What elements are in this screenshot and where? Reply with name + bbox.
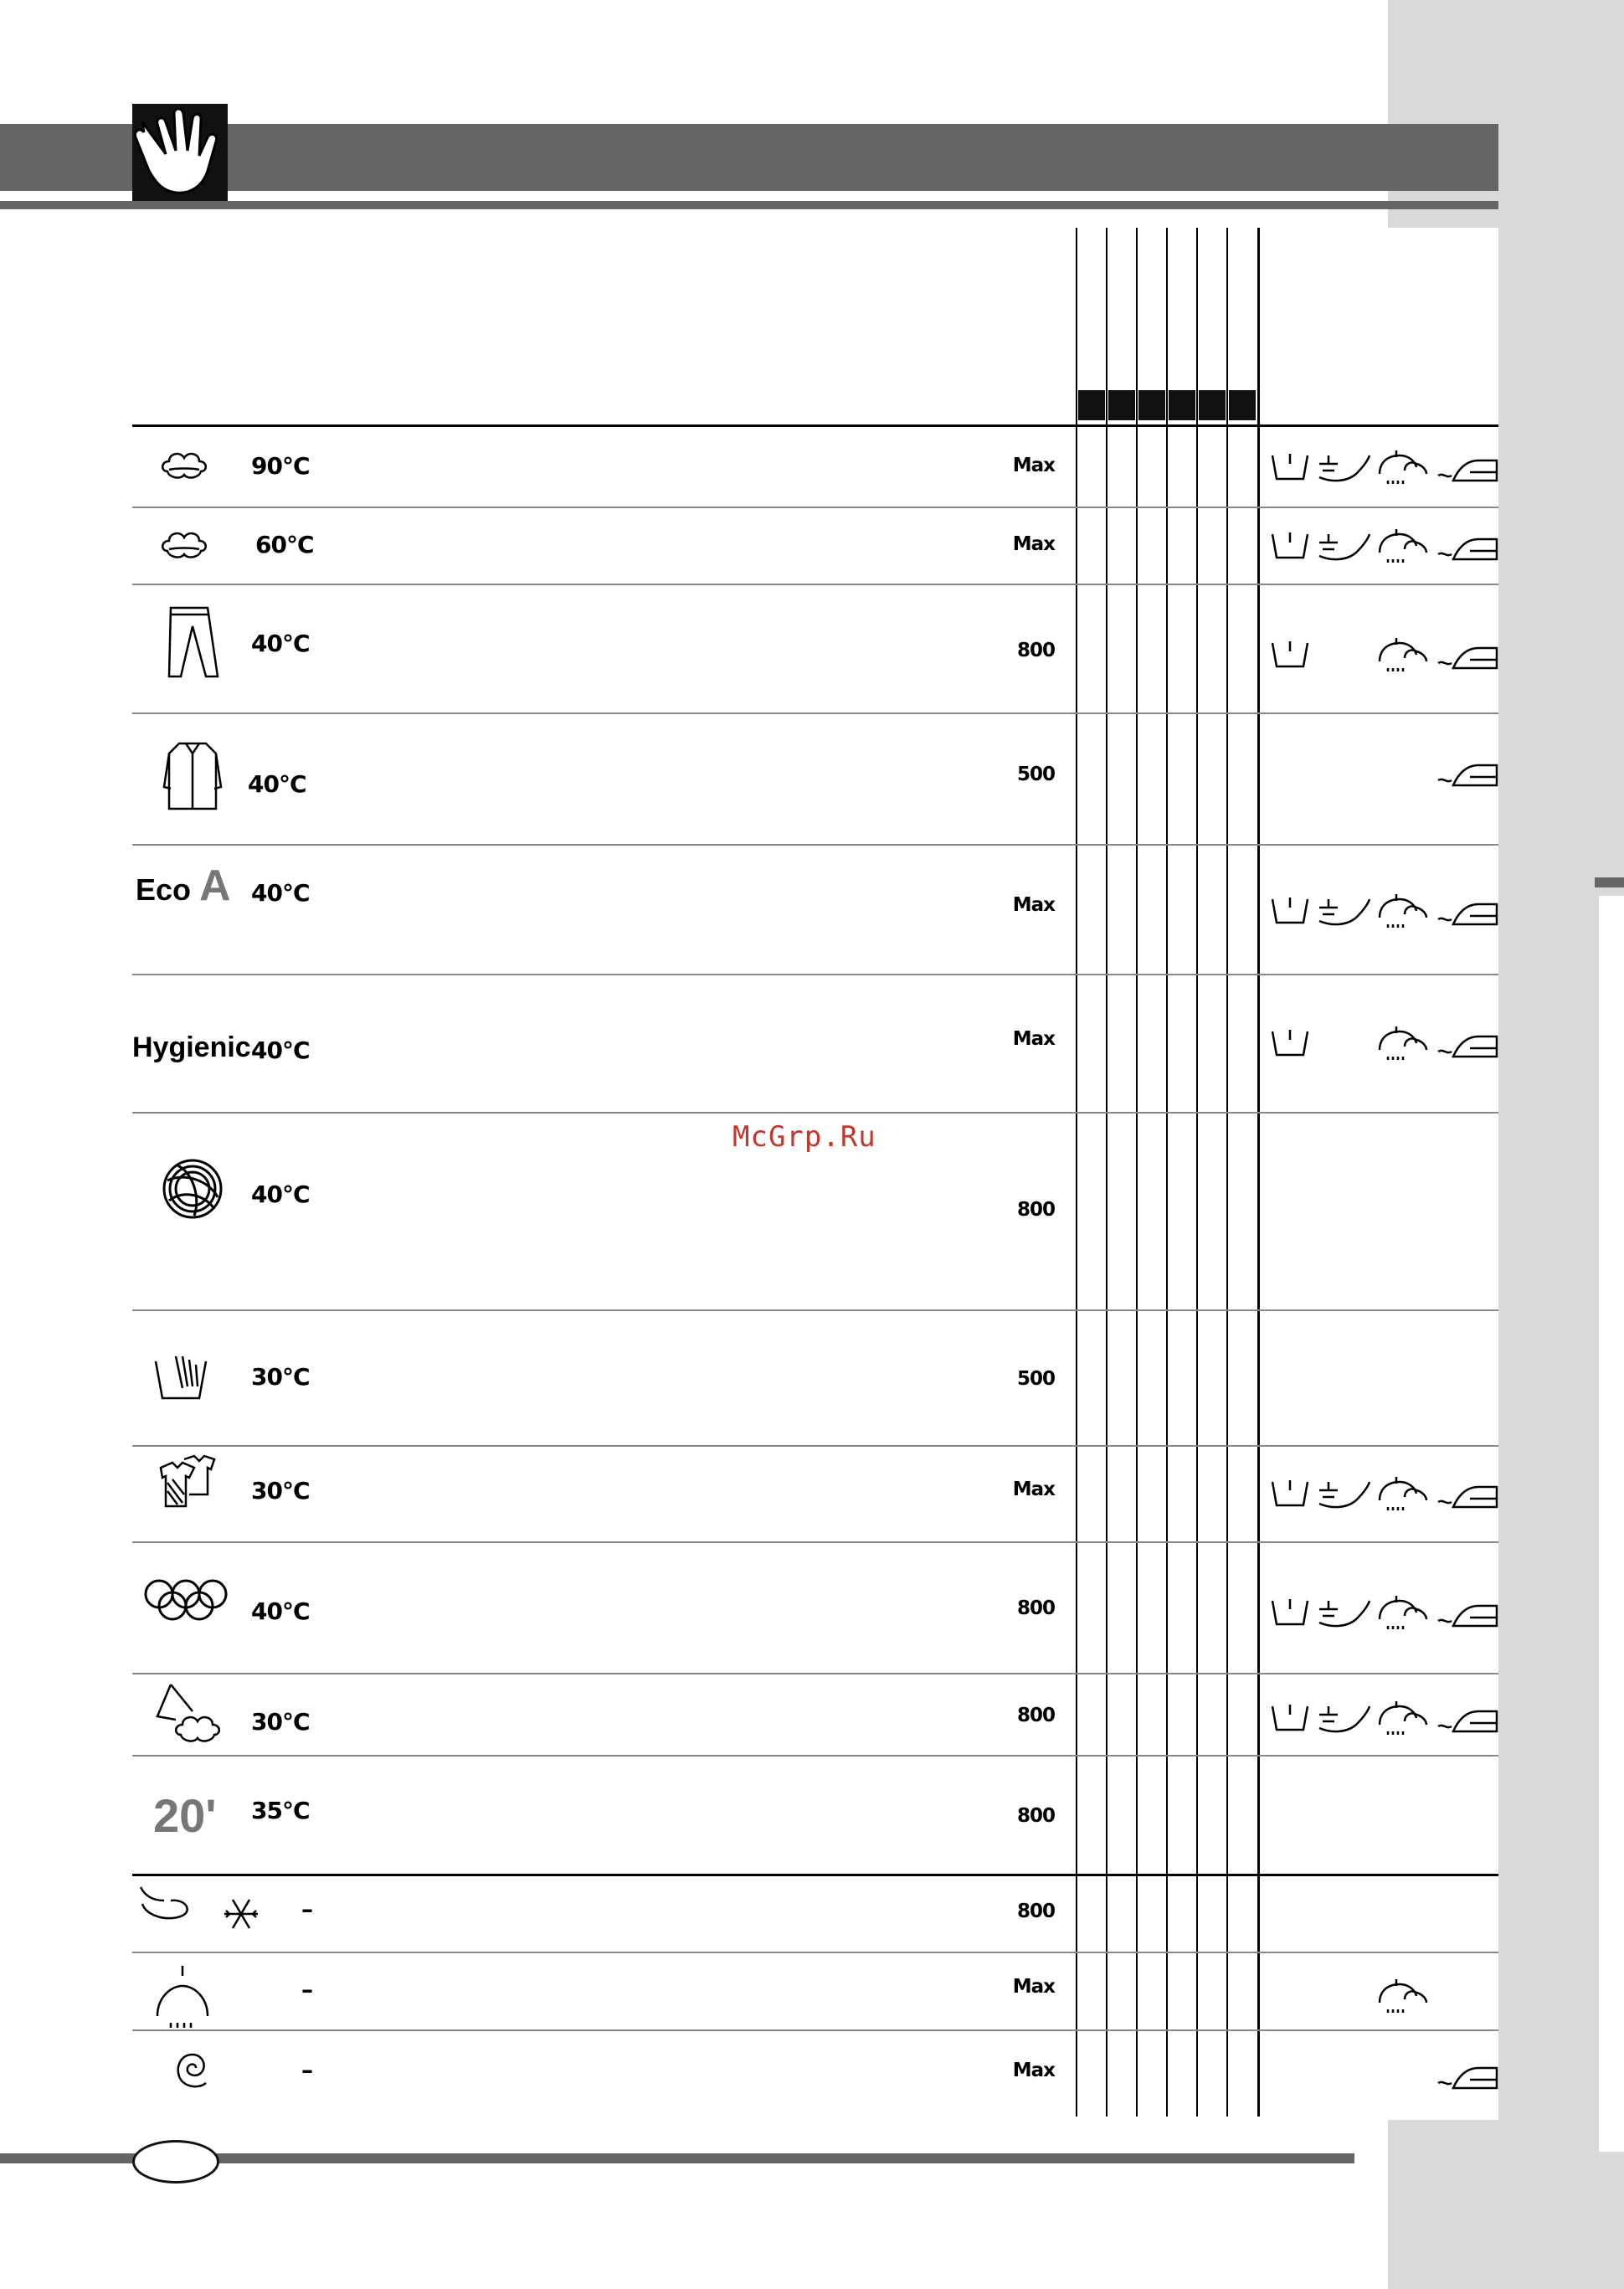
header-underline	[0, 201, 1498, 209]
program-temp: 40°C	[251, 1181, 310, 1208]
eco-a-label	[136, 861, 231, 911]
dryer-icon	[1376, 636, 1430, 673]
program-spin: 500	[1016, 764, 1055, 785]
program-temp: 40°C	[251, 879, 310, 907]
quick-20-label: 20'	[153, 1789, 217, 1842]
row-divider	[132, 1874, 1498, 1876]
program-temp: 40°C	[251, 1036, 310, 1064]
row-divider	[132, 584, 1498, 585]
mixed-clothes-icon	[134, 1453, 260, 1528]
shower-rinse-icon	[134, 1961, 260, 2028]
bleach-icon	[1316, 449, 1375, 486]
dryer-icon	[1376, 1025, 1430, 1062]
row-divider	[132, 974, 1498, 975]
program-spin: 800	[1016, 640, 1055, 661]
dryer-icon	[1376, 449, 1430, 486]
option-header-square	[1199, 390, 1226, 420]
program-temp: –	[301, 2056, 312, 2084]
wool-icon	[134, 1147, 260, 1231]
program-temp: 30°C	[251, 1708, 310, 1736]
option-header-square	[1138, 390, 1165, 420]
dryer-icon	[1376, 1475, 1430, 1512]
bleach-icon	[1316, 892, 1375, 929]
wash-tub-icon	[1269, 527, 1311, 564]
handwash-icon	[134, 1340, 260, 1415]
dryer-icon	[1376, 1700, 1430, 1736]
row-divider	[132, 712, 1498, 714]
program-temp: –	[301, 1895, 312, 1923]
hygienic-label: Hygienic	[132, 1031, 251, 1063]
option-header-square	[1108, 390, 1135, 420]
table-header-rule	[132, 424, 1498, 427]
iron-icon	[1436, 449, 1500, 486]
iron-icon	[1436, 1475, 1500, 1512]
iron-icon	[1436, 1025, 1500, 1062]
wash-tub-icon	[1269, 636, 1311, 673]
program-spin: 800	[1016, 1901, 1055, 1922]
hand-icon	[132, 104, 228, 201]
program-temp: 40°C	[251, 630, 310, 657]
olympic-rings-icon	[134, 1571, 260, 1629]
program-spin: 800	[1016, 1805, 1055, 1827]
program-spin: 500	[1016, 1368, 1055, 1390]
wash-tub-icon	[1269, 1700, 1311, 1736]
option-header-square	[1169, 390, 1195, 420]
dryer-icon	[1376, 892, 1430, 929]
bleach-icon	[1316, 1475, 1375, 1512]
program-spin: Max	[1012, 1976, 1055, 1998]
program-spin: Max	[1012, 894, 1055, 916]
cotton-icon	[134, 511, 260, 578]
row-divider	[132, 1952, 1498, 1953]
program-temp: 30°C	[251, 1477, 310, 1505]
iron-icon	[1436, 1594, 1500, 1631]
row-divider	[132, 1673, 1498, 1674]
side-band-bottom	[1388, 2118, 1624, 2289]
option-header-square	[1229, 390, 1256, 420]
dryer-icon	[1376, 1594, 1430, 1631]
row-divider	[132, 1112, 1498, 1114]
row-divider	[132, 1445, 1498, 1447]
section-tab-marker	[1595, 877, 1624, 887]
cotton-icon	[134, 431, 260, 498]
program-temp: 35°C	[251, 1797, 310, 1824]
program-spin: Max	[1012, 2060, 1055, 2081]
iron-icon	[1436, 892, 1500, 929]
wash-tub-icon	[1269, 1594, 1311, 1631]
program-temp: 30°C	[251, 1363, 310, 1391]
iron-icon	[1436, 636, 1500, 673]
iron-icon	[1436, 527, 1500, 564]
column-divider	[1106, 228, 1108, 2117]
rinse-cold-icon	[134, 1879, 260, 1946]
row-divider	[132, 1755, 1498, 1757]
eco-label-text: Eco	[136, 872, 192, 907]
program-temp: 60°C	[255, 531, 314, 558]
option-header-square	[1078, 390, 1105, 420]
program-temp: 40°C	[251, 1597, 310, 1625]
shirt-icon	[134, 737, 260, 820]
bleach-icon	[1316, 527, 1375, 564]
side-gap	[1599, 896, 1624, 2152]
program-spin: 800	[1016, 1597, 1055, 1619]
page-number-oval	[132, 2140, 219, 2184]
program-spin: Max	[1012, 455, 1055, 476]
column-divider-care	[1257, 228, 1260, 2117]
bleach-icon	[1316, 1700, 1375, 1736]
row-divider	[132, 2029, 1498, 2031]
row-divider	[132, 1309, 1498, 1311]
row-divider	[132, 844, 1498, 846]
wash-tub-icon	[1269, 449, 1311, 486]
column-divider	[1196, 228, 1198, 2117]
wash-tub-icon	[1269, 1025, 1311, 1062]
column-divider	[1166, 228, 1168, 2117]
iron-icon	[1436, 1700, 1500, 1736]
iron-icon	[1436, 2056, 1500, 2093]
program-temp: –	[301, 1976, 312, 2004]
dryer-icon	[1376, 527, 1430, 564]
column-divider	[1076, 228, 1077, 2117]
column-divider	[1136, 228, 1138, 2117]
row-divider	[132, 507, 1498, 508]
synthetic-cotton-icon	[134, 1676, 260, 1751]
program-spin: Max	[1012, 1479, 1055, 1500]
program-spin: 800	[1016, 1705, 1055, 1726]
row-divider	[132, 1541, 1498, 1543]
program-temp: 90°C	[251, 452, 310, 480]
wash-tub-icon	[1269, 892, 1311, 929]
iron-icon	[1436, 754, 1500, 790]
column-divider	[1226, 228, 1228, 2117]
program-spin: Max	[1012, 533, 1055, 555]
trousers-icon	[134, 603, 260, 687]
program-spin: 800	[1016, 1199, 1055, 1221]
dryer-icon	[1376, 1978, 1430, 2014]
bleach-icon	[1316, 1594, 1375, 1631]
spin-spiral-icon	[134, 2034, 260, 2101]
program-spin: Max	[1012, 1028, 1055, 1050]
wash-tub-icon	[1269, 1475, 1311, 1512]
eco-label-grade: A	[199, 862, 231, 910]
program-temp: 40°C	[248, 770, 306, 798]
watermark: McGrp.Ru	[732, 1120, 876, 1154]
